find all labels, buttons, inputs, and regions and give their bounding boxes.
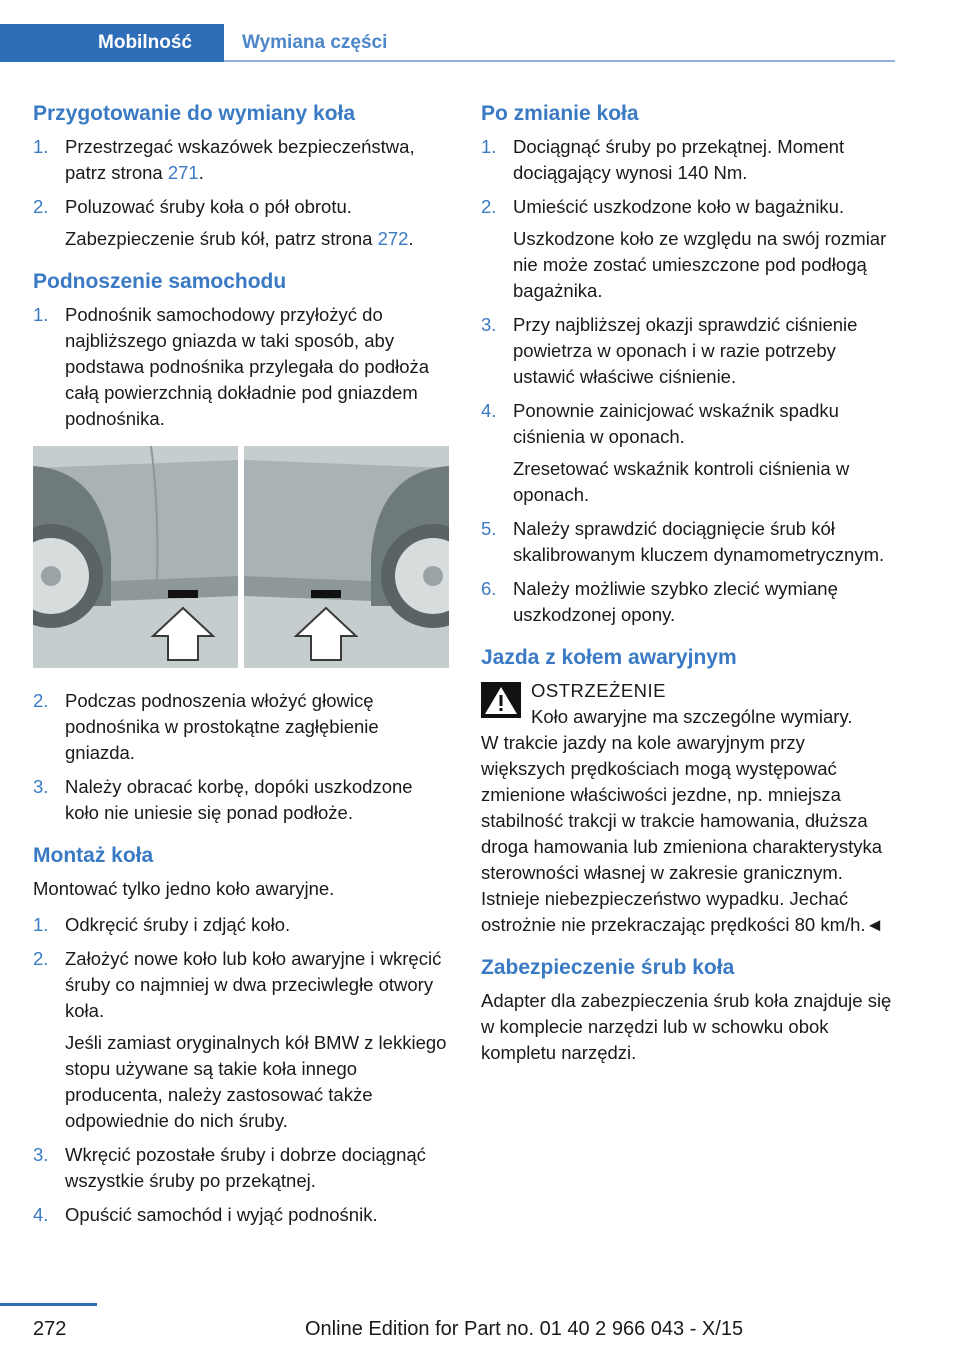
step-text: Należy możliwie szybko zlecić wymianę uszkodzonej opony. [513,578,838,625]
preparation-steps [33,134,449,252]
section-title-preparation: Przygotowanie do wymiany koła [33,102,356,125]
wheel-lock-text: Adapter dla zabezpieczenia śrub koła znajduje się w komplecie narzędzi lub w schowku obok kompletu narzędzi. [481,990,892,1063]
footer-rule [0,1303,97,1306]
step-subtext: Jeśli zamiast oryginalnych kół BMW z lekkiego stopu używane są takie koła innego producenta, należy zastosować także odpowiednie do nich śruby. [65,1032,447,1131]
step-number: 2. [33,948,49,969]
section-title-spare-wheel: Jazda z kołem awaryjnym [481,646,737,669]
jack-points-illustration [33,446,449,668]
page-link-271[interactable]: 271 [167,162,199,183]
warning-triangle-icon [481,682,521,718]
header-tabs [0,24,895,62]
step-text: Założyć nowe koło lub koło awaryjne i wkręcić śruby co najmniej w dwa przeciwległe otwory koła. [65,948,442,1021]
list-item [33,134,449,186]
step-number: 6. [481,578,497,599]
list-item [33,1142,449,1194]
step-text: Należy sprawdzić dociągnięcie śrub kół skalibrowanym kluczem dynamometrycznym. [513,518,885,565]
step-subtext: Zabezpieczenie śrub kół, patrz strona 272. [65,228,414,249]
step-number: 4. [33,1204,49,1225]
tab-wymiana-czesci[interactable]: Wymiana części [242,32,388,53]
step-text: Podnośnik samochodowy przyłożyć do najbliższego gniazda w taki sposób, aby podstawa podnośnika przylegała do podłoża całą powierzchnią dokładnie pod gniazdem podnośnika. [65,304,430,429]
step-text: Przestrzegać wskazówek bezpieczeństwa, patrz strona [65,136,415,183]
warning-body: W trakcie jazdy na kole awaryjnym przy większych prędkościach mogą występować zmienione właściwości jezdne, np. mniejsza stabilność trakcji w trakcie hamowania, dłuższa droga hamowania lub zmieniona charakterystyka sterowności własnej w zakresie granicznym. Istnieje niebezpieczeństwo wypadku. Jechać ostrożnie nie przekraczając prędkości 80 km/h.◄ [481,732,884,935]
list-item [481,516,893,568]
list-item [481,312,893,390]
step-text: Podczas podnoszenia włożyć głowicę podnośnika w prostokątne zagłębienie gniazda. [65,690,379,763]
section-title-mounting: Montaż koła [33,844,154,867]
step-number: 3. [481,314,497,335]
step-number: 5. [481,518,497,539]
list-item [33,774,449,826]
page-link-272[interactable]: 272 [377,228,409,249]
edition-note: Online Edition for Part no. 01 40 2 966 043 - X/15 [305,1318,744,1340]
step-number: 1. [33,914,49,935]
step-number: 3. [33,1144,49,1165]
header-rule [224,60,895,62]
section-title-wheel-lock: Zabezpieczenie śrub koła [481,956,735,979]
list-item [481,134,893,186]
list-item [481,398,893,508]
list-item [33,194,449,252]
step-number: 2. [33,196,49,217]
step-text: Przy najbliższej okazji sprawdzić ciśnienie powietrza w oponach i w razie potrzeby ustawić właściwe ciśnienie. [513,314,858,387]
step-text-end: . [198,162,204,183]
step-number: 4. [481,400,497,421]
step-number: 2. [33,690,49,711]
page-number: 272 [33,1318,67,1340]
warning-box [481,678,893,938]
mounting-intro: Montować tylko jedno koło awaryjne. [33,878,335,899]
step-text: Opuścić samochód i wyjąć podnośnik. [65,1204,378,1225]
step-number: 1. [481,136,497,157]
section-title-lifting: Podnoszenie samochodu [33,270,287,293]
list-item [33,912,449,938]
list-item [33,1202,449,1228]
list-item [481,194,893,304]
lifting-steps [33,302,449,432]
step-subtext: Zresetować wskaźnik kontroli ciśnienia w oponach. [513,458,850,505]
step-number: 1. [33,304,49,325]
step-number: 1. [33,136,49,157]
step-text: Należy obracać korbę, dopóki uszkodzone koło nie uniesie się ponad podłoże. [65,776,413,823]
step-text: Odkręcić śruby i zdjąć koło. [65,914,291,935]
list-item [33,302,449,432]
list-item [33,946,449,1134]
left-column [33,100,449,1236]
section-title-after-change: Po zmianie koła [481,102,639,125]
step-text: Dociągnąć śruby po przekątnej. Moment dociągający wynosi 140 Nm. [513,136,845,183]
right-column [481,100,893,1076]
step-number: 3. [33,776,49,797]
tab-mobilnosc[interactable]: Mobilność [0,24,224,62]
list-item [33,688,449,766]
step-subtext: Uszkodzone koło ze względu na swój rozmiar nie może zostać umieszczone pod podłogą bagażnika. [513,228,887,301]
step-number: 2. [481,196,497,217]
list-item [481,576,893,628]
lifting-steps-continued [33,688,449,826]
mounting-steps [33,912,449,1228]
step-text: Poluzować śruby koła o pół obrotu. [65,196,352,217]
jack-points-figure [33,446,449,668]
after-change-steps [481,134,893,628]
warning-first-line: Koło awaryjne ma szczególne wymiary. [531,706,853,727]
warning-label: OSTRZEŻENIE [531,680,667,701]
step-text: Ponownie zainicjować wskaźnik spadku ciśnienia w oponach. [513,400,839,447]
step-text: Wkręcić pozostałe śruby i dobrze dociągnąć wszystkie śruby po przekątnej. [65,1144,426,1191]
step-text: Umieścić uszkodzone koło w bagażniku. [513,196,845,217]
